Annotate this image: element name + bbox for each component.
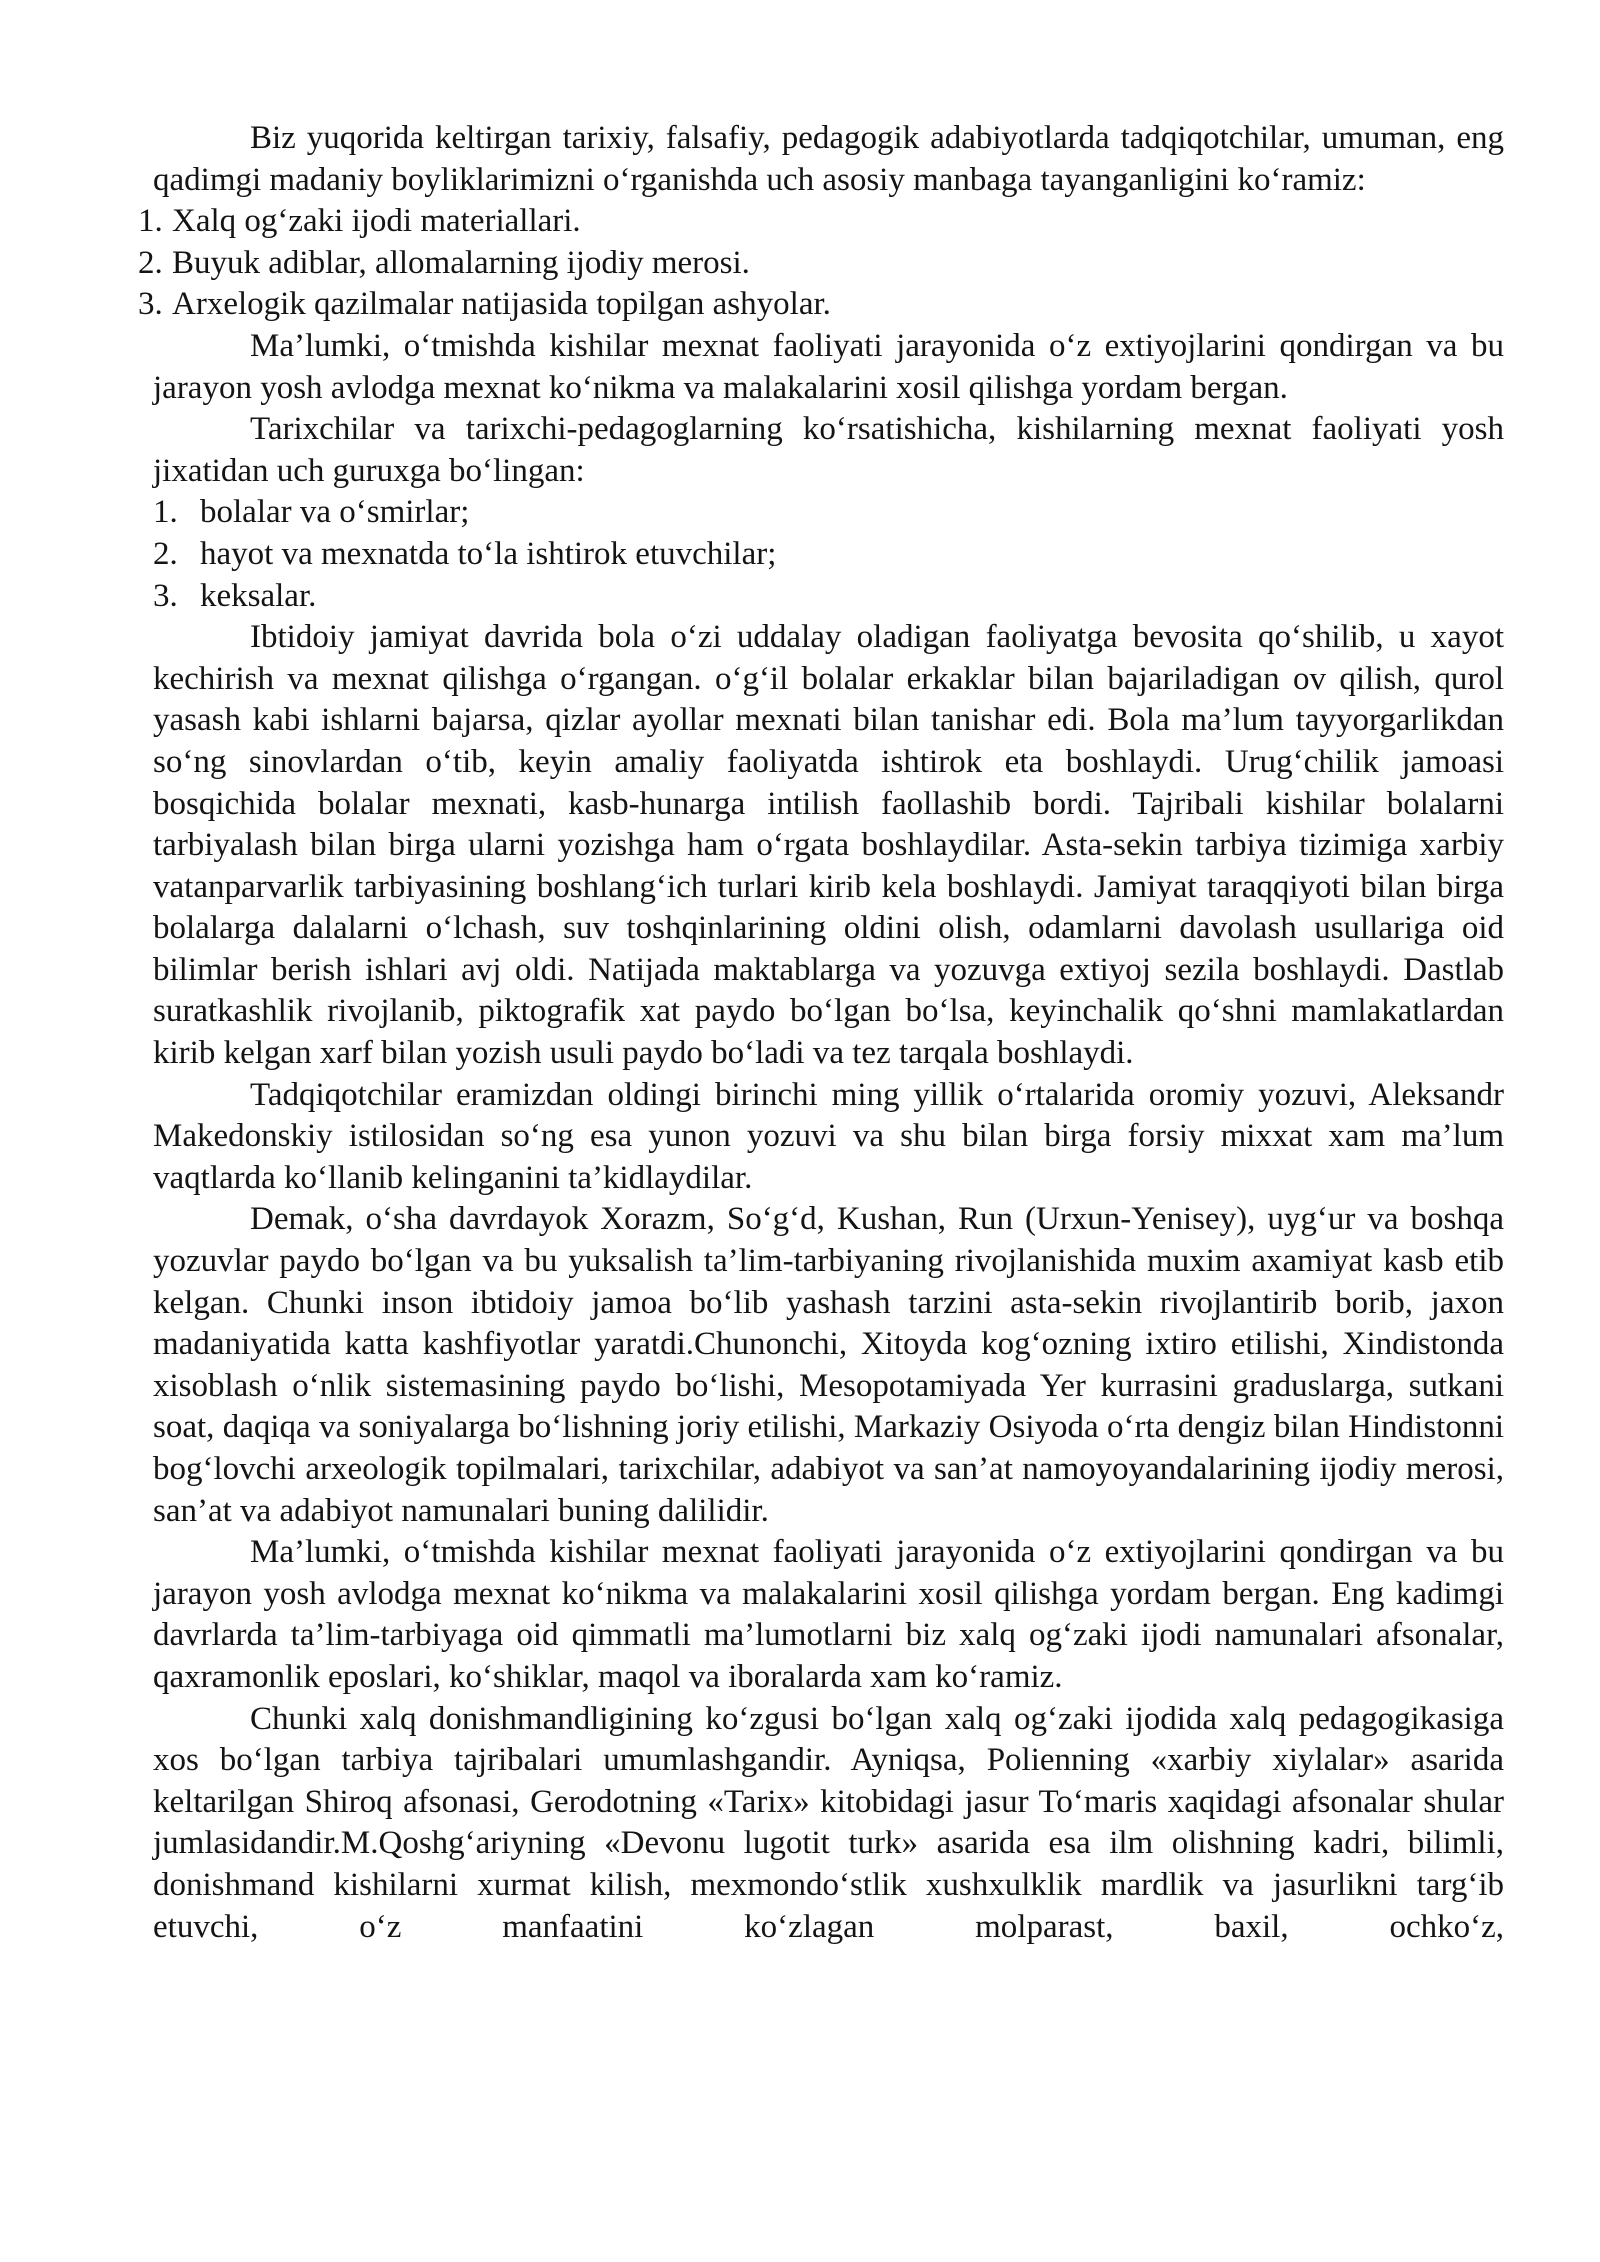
- list-item: [138, 243, 1504, 285]
- list-number: 2.: [138, 244, 163, 281]
- list-item: [153, 576, 1504, 618]
- list-text: Buyuk adiblar, allomalarning ijodiy merosi.: [172, 244, 750, 281]
- paragraph-folk-wisdom: Chunki xalq donishmandligining ko‘zgusi bo‘lgan xalq og‘zaki ijodida xalq pedagogikasiga xos bo‘lgan tarbiya tajribalari umumlashgandir. Ayniqsa, Polienning «xarbiy xiylalar» asarida keltarilgan Shiroq afsonasi, Gerodotning «Tarix» kitobidagi jasur To‘maris xaqidagi afsonalar shular jumlasidandir.M.Qoshg‘ariyning «Devonu lugotit turk» asarida esa ilm olishning kadri, bilimli, donishmand kishilarni xurmat kilish, mexmondo‘stlik xushxulklik mardlik va jasurlikni targ‘ib etuvchi, o‘z manfaatini ko‘zlagan molparast, baxil, ochko‘z,: [153, 1700, 1504, 1945]
- paragraph-primitive-society: Ibtidoiy jamiyat davrida bola o‘zi uddalay oladigan faoliyatga bevosita qo‘shilib, u xayot kechirish va mexnat qilishga o‘rgangan. o‘g‘il bolalar erkaklar bilan bajariladigan ov qilish, qurol yasash kabi ishlarni bajarsa, qizlar ayollar mexnati bilan tanishar edi. Bola ma’lum tayyorgarlikdan so‘ng sinovlardan o‘tib, keyin amaliy faoliyatda ishtirok eta boshlaydi. Urug‘chilik jamoasi bosqichida bolalar mexnati, kasb-hunarga intilish faollashib bordi. Tajribali kishilar bolalarni tarbiyalash bilan birga ularni yozishga ham o‘rgata boshlaydilar. Asta-sekin tarbiya tizimiga xarbiy vatanparvarlik tarbiyasining boshlang‘ich turlari kirib kela boshlaydi. Jamiyat taraqqiyoti bilan birga bolalarga dalalarni o‘lchash, suv toshqinlarining oldini olish, odamlarni davolash usullariga oid bilimlar berish ishlari avj oldi. Natijada maktablarga va yozuvga extiyoj sezila boshlaydi. Dastlab suratkashlik rivojlanib, piktografik xat paydo bo‘lgan bo‘lsa, keyinchalik qo‘shni mamlakatlardan kirib kelgan xarf bilan yozish usuli paydo bo‘ladi va tez tarqala boshlaydi.: [153, 619, 1504, 1072]
- list-item: [138, 201, 1504, 243]
- list-item: [153, 534, 1504, 576]
- list-number: 3.: [153, 577, 178, 614]
- list-number: 3.: [138, 286, 163, 323]
- list-number: 1.: [153, 494, 178, 531]
- paragraph-labor: Ma’lumki, o‘tmishda kishilar mexnat faoliyati jarayonida o‘z extiyojlarini qondirgan va bu jarayon yosh avlodga mexnat ko‘nikma va malakalarini xosil qilishga yordam bergan.: [153, 327, 1504, 406]
- list-text: hayot va mexnatda to‘la ishtirok etuvchilar;: [200, 535, 777, 572]
- paragraph-writing-systems: Demak, o‘sha davrdayok Xorazm, So‘g‘d, Kushan, Run (Urxun-Yenisey), uyg‘ur va boshqa yozuvlar paydo bo‘lgan va bu yuksalish ta’lim-tarbiyaning rivojlanishida muxim axamiyat kasb etib kelgan. Chunki inson ibtidoiy jamoa bo‘lib yashash tarzini asta-sekin rivojlantirib borib, jaxon madaniyatida katta kashfiyotlar yaratdi.Chunonchi, Xitoyda kog‘ozning ixtiro etilishi, Xindistonda xisoblash o‘nlik sistemasining paydo bo‘lishi, Mesopotamiyada Yer kurrasini graduslarga, sutkani soat, daqiqa va soniyalarga bo‘lishning joriy etilishi, Markaziy Osiyoda o‘rta dengiz bilan Hindistonni bog‘lovchi arxeologik topilmalari, tarixchilar, adabiyot va san’at namoyoyandalarining ijodiy merosi, san’at va adabiyot namunalari buning dalilidir.: [153, 1201, 1504, 1529]
- paragraph-intro: Biz yuqorida keltirgan tarixiy, falsafiy, pedagogik adabiyotlarda tadqiqotchilar, umuman, eng qadimgi madaniy boyliklarimizni o‘rganishda uch asosiy manbaga tayanganligini ko‘ramiz:: [153, 120, 1504, 198]
- paragraph-researchers: Tadqiqotchilar eramizdan oldingi birinchi ming yillik o‘rtalarida oromiy yozuvi, Aleksandr Makedonskiy istilosidan so‘ng esa yunon yozuvi va shu bilan birga forsiy mixxat xam ma’lum vaqtlarda ko‘llanib kelinganini ta’kidlaydilar.: [153, 1076, 1504, 1196]
- list-item: [138, 284, 1504, 326]
- list-text: keksalar.: [200, 577, 317, 614]
- age-groups-list: [153, 492, 1504, 617]
- list-text: bolalar va o‘smirlar;: [200, 494, 470, 531]
- list-number: 2.: [153, 535, 178, 572]
- list-text: Xalq og‘zaki ijodi materiallari.: [172, 203, 581, 240]
- list-item: [153, 492, 1504, 534]
- paragraph-historians: Tarixchilar va tarixchi-pedagoglarning ko‘rsatishicha, kishilarning mexnat faoliyati yosh jixatidan uch guruxga bo‘lingan:: [153, 411, 1504, 489]
- paragraph-folklore: Ma’lumki, o‘tmishda kishilar mexnat faoliyati jarayonida o‘z extiyojlarini qondirgan va bu jarayon yosh avlodga mexnat ko‘nikma va malakalarini xosil qilishga yordam bergan. Eng kadimgi davrlarda ta’lim-tarbiyaga oid qimmatli ma’lumotlarni biz xalq og‘zaki ijodi namunalari afsonalar, qaxramonlik eposlari, ko‘shiklar, maqol va iboralarda xam ko‘ramiz.: [153, 1534, 1504, 1695]
- sources-list: [138, 201, 1504, 326]
- list-number: 1.: [138, 203, 163, 240]
- list-text: Arxelogik qazilmalar natijasida topilgan ashyolar.: [172, 286, 831, 323]
